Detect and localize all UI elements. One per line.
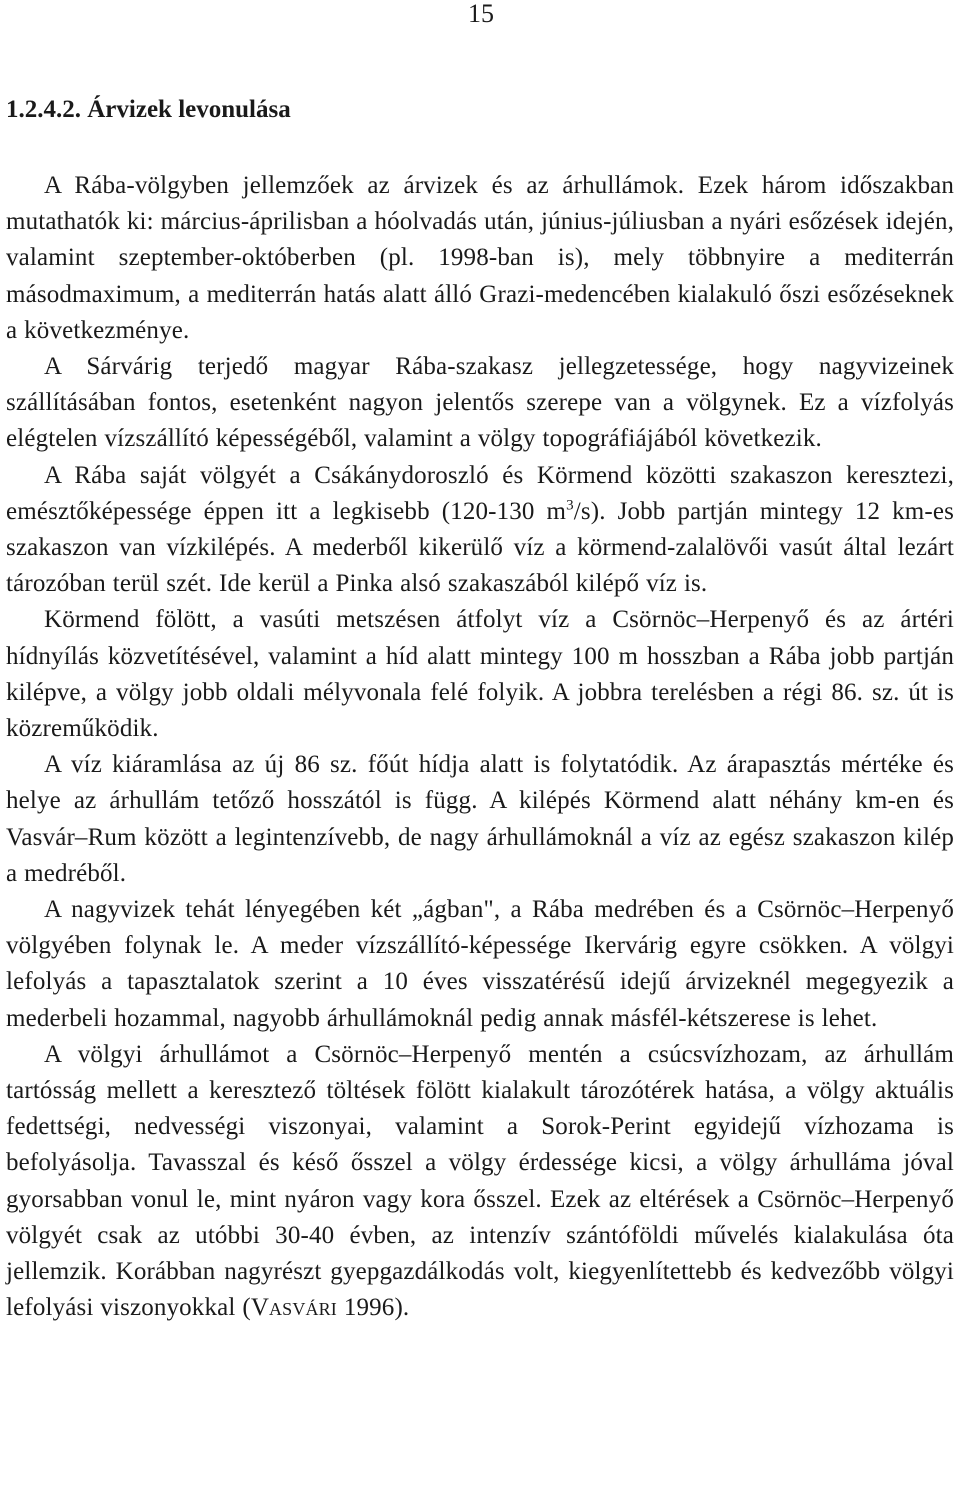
paragraph: A víz kiáramlása az új 86 sz. főút hídja alatt is folytatódik. Az árapasztás mértéke és helye az árhullám tetőző hosszától is függ. A kilépés Körmend alatt néhány km-en és Vasvár–Rum között a legintenzívebb, de nagy árhullámoknál a víz az egész szakaszon kilép a medréből. [6, 751, 954, 887]
paragraph [6, 1037, 954, 1327]
paragraph-text: A völgyi árhullámot a Csörnöc–Herpenyő mentén a csúcsvízhozam, az árhullám tartósság mellett a keresztező töltések fölött kialakult tározótérek hatása, a völgy aktuális fedettségi, nedvességi viszonyai, valamint a Sorok-Perint egyidejű vízhozama is befolyásolja. Tavasszal és késő ősszel a völgy érdessége kicsi, a völgy árhulláma jóval gyorsabban vonul le, mint nyáron vagy kora ősszel. Ezek az eltérések a Csörnöc–Herpenyő völgyét csak az utóbbi 30-40 évben, az intenzív szántóföldi művelés kialakulása óta jellemzik. Korábban nagyrészt gyepgazdálkodás volt, kiegyenlítettebb és kedvezőbb völgyi lefolyási viszonyokkal ( [6, 1040, 954, 1322]
paragraph-text: /s). Jobb partján mintegy 12 km-es szakaszon van vízkilépés. A mederből kikerülő víz a körmend-zalalövői vasút által lezárt tározóban terül szét. Ide kerül a Pinka alsó szakaszából kilépő víz is. [6, 497, 954, 598]
page-number: 15 [468, 0, 494, 28]
paragraph: A nagyvizek tehát lényegében két „ágban", a Rába medrében és a Csörnöc–Herpenyő völgyében folynak le. A meder vízszállító-képessége Ikervárig egyre csökken. A völgyi lefolyás a tapasztalatok szerint a 10 éves visszatérésű idejű árvizeknél megegyezik a mederbeli hozammal, nagyobb árhullámoknál pedig annak másfél-kétszerese is lehet. [6, 896, 954, 1032]
paragraph: A Sárvárig terjedő magyar Rába-szakasz jellegzetessége, hogy nagyvizeinek szállításában fontos, esetenként nagyon jelentős szerepe van a völgynek. Ez a vízfolyás elégtelen vízszállító képességéből, valamint a völgy topográfiájából következik. [6, 353, 954, 453]
section-heading: 1.2.4.2. Árvizek levonulása [6, 96, 291, 123]
paragraph [6, 458, 954, 603]
citation-author: Vasvári [250, 1294, 337, 1322]
body-text [6, 168, 954, 1327]
paragraph-text: A Rába saját völgyét a Csákánydoroszló és Körmend közötti szakaszon keresztezi, emésztőképessége éppen itt a legkisebb (120-130 m [6, 461, 954, 525]
superscript: 3 [566, 497, 574, 514]
paragraph: A Rába-völgyben jellemzőek az árvizek és az árhullámok. Ezek három időszakban mutathatók ki: március-áprilisban a hóolvadás után, június-júliusban a nyári esőzések idején, valamint szeptember-októberben (pl. 1998-ban is), mely többnyire a mediterrán másodmaximum, a mediterrán hatás alatt álló Grazi-medencében kialakuló őszi esőzéseknek a következménye. [6, 172, 954, 344]
paragraph: Körmend fölött, a vasúti metszésen átfolyt víz a Csörnöc–Herpenyő és az ártéri hídnyílás közvetítésével, valamint a híd alatt mintegy 100 m hosszban a Rába jobb partján kilépve, a völgy jobb oldali mélyvonala felé folyik. A jobbra terelésben a régi 86. sz. út is közreműködik. [6, 606, 954, 743]
paragraph-text: 1996). [336, 1294, 410, 1322]
